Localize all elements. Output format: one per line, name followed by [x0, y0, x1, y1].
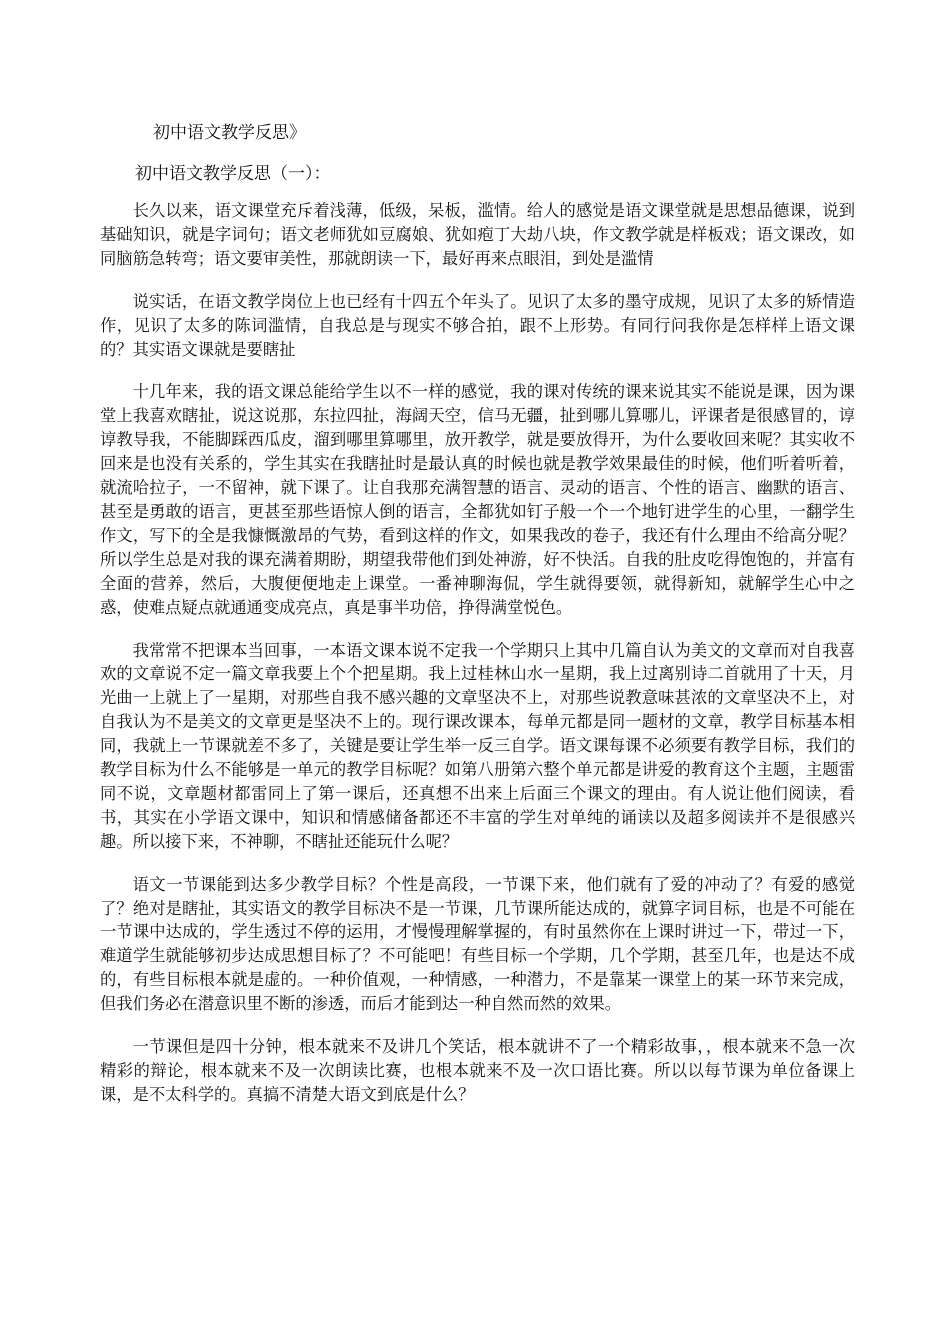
paragraph-4: 我常常不把课本当回事，一本语文课本说不定我一个学期只上其中几篇自认为美文的文章而对自我喜欢的文章说不定一篇文章我要上个个把星期。我上过桂林山水一星期，我上过离别诗二首就用了十天，月光曲一上就上了一星期，对那些自我不感兴趣的文章坚决不上，对那些说教意味甚浓的文章坚决不上，对自我认为不是美文的文章更是坚决不上的。现行课改课本，每单元都是同一题材的文章，教学目标基本相同，我就上一节课就差不多了，关键是要让学生举一反三自学。语文课每课不必须要有教学目标，我们的教学目标为什么不能够是一单元的教学目标呢？如第八册第六整个单元都是讲爱的教育这个主题，主题雷同不说，文章题材都雷同上了第一课后，还真想不出来上后面三个课文的理由。有人说让他们阅读，看书，其实在小学语文课中，知识和情感储备都还不丰富的学生对单纯的诵读以及超多阅读并不是很感兴趣。所以接下来，不神聊，不瞎扯还能玩什么呢？ — [100, 640, 855, 851]
paragraph-5: 语文一节课能到达多少教学目标？个性是高段，一节课下来，他们就有了爱的冲动了？有爱的感觉了？绝对是瞎扯，其实语文的教学目标决不是一节课，几节课所能达成的，就算字词目标，也是不可能在一节课中达成的，学生透过不停的运用，才慢慢理解掌握的，有时虽然你在上课时讲过一下，带过一下，难道学生就能够初步达成思想目标了？不可能吧！有些目标一个学期，几个学期，甚至几年，也是达不成的，有些目标根本就是虚的。一种价值观，一种情感，一种潜力，不是靠某一课堂上的某一环节来完成，但我们务必在潜意识里不断的渗透，而后才能到达一种自然而然的效果。 — [100, 874, 855, 1014]
document-subtitle: 初中语文教学反思（一）： — [135, 164, 331, 184]
document-title: 初中语文教学反思》 — [153, 123, 306, 143]
paragraph-2: 说实话，在语文教学岗位上也已经有十四五个年头了。见识了太多的墨守成规，见识了太多的矫情造作，见识了太多的陈词滥情，自我总是与现实不够合拍，跟不上形势。有同行问我你是怎样样上语文课的？其实语文课就是要瞎扯 — [100, 291, 855, 359]
paragraph-3: 十几年来，我的语文课总能给学生以不一样的感觉，我的课对传统的课来说其实不能说是课，因为课堂上我喜欢瞎扯，说这说那，东拉四扯，海阔天空，信马无疆，扯到哪儿算哪儿，评课者是很感冒的，谆谆教导我，不能脚踩西瓜皮，溜到哪里算哪里，放开教学，就是要放得开，为什么要收回来呢？其实收不回来是也没有关系的，学生其实在我瞎扯时是最认真的时候也就是教学效果最佳的时候，他们听着听着，就流哈拉子，一不留神，就下课了。让自我那充满智慧的语言、灵动的语言、个性的语言、幽默的语言、甚至是勇敢的语言，更甚至那些语惊人倒的语言，全都犹如钉子般一个一个地钉进学生的心里，一翻学生作文，写下的全是我慷慨激昂的气势，看到这样的作文，如果我改的卷子，我还有什么理由不给高分呢？所以学生总是对我的课充满着期盼，期望我带他们到处神游，好不快活。自我的肚皮吃得饱饱的，并富有全面的营养，然后，大腹便便地走上课堂。一番神聊海侃，学生就得要领，就得新知，就解学生心中之惑，使难点疑点就通通变成亮点，真是事半功倍，挣得满堂悦色。 — [100, 382, 855, 617]
paragraph-6: 一节课但是四十分钟，根本就来不及讲几个笑话，根本就讲不了一个精彩故事，，根本就来不急一次精彩的辩论，根本就来不及一次朗读比赛，也根本就来不及一次口语比赛。所以以每节课为单位备课上课，是不太科学的。真搞不清楚大语文到底是什么？ — [100, 1037, 855, 1104]
document-body — [100, 199, 855, 1126]
paragraph-1: 长久以来，语文课堂充斥着浅薄，低级，呆板，滥情。给人的感觉是语文课堂就是思想品德课，说到基础知识，就是字词句；语文老师犹如豆腐娘、犹如疱丁大劫八块，作文教学就是样板戏；语文课改，如同脑筋急转弯；语文要审美性，那就朗读一下，最好再来点眼泪，到处是滥情 — [100, 201, 855, 268]
